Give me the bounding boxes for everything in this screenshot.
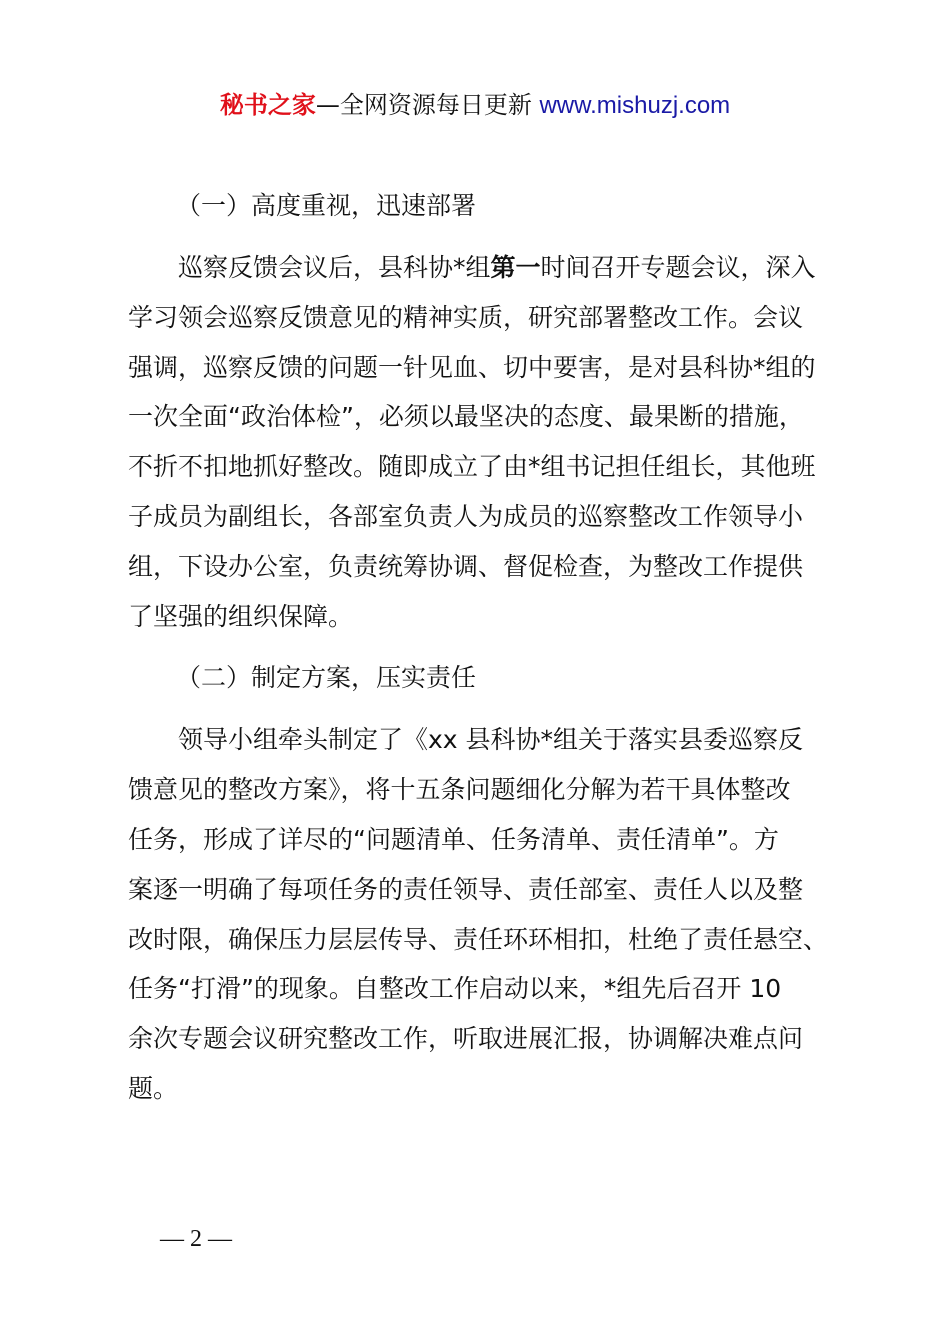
- section-heading-2: （二）制定方案，压实责任: [176, 663, 477, 693]
- paragraph-line: 组，下设办公室，负责统筹协调、督促检查，为整改工作提供: [128, 551, 804, 581]
- paragraph-line: 领导小组牵头制定了《xx 县科协*组关于落实县委巡察反: [178, 725, 804, 755]
- paragraph-line: 一次全面“政治体检”，必须以最坚决的态度、最果断的措施，: [128, 402, 804, 432]
- paragraph-line: 案逐一明确了每项任务的责任领导、责任部室、责任人以及整: [128, 874, 804, 904]
- document-body: [128, 181, 858, 1126]
- paragraph-line: 强调，巡察反馈的问题一针见血、切中要害，是对县科协*组的: [128, 352, 816, 382]
- paragraph-line: 不折不扣地抓好整改。随即成立了由*组书记担任组长，其他班: [128, 452, 816, 482]
- section-heading-1: （一）高度重视，迅速部署: [176, 191, 477, 220]
- brand-name: 秘书之家: [219, 91, 316, 119]
- header-tagline: —全网资源每日更新: [315, 91, 532, 119]
- site-header: [0, 88, 950, 123]
- paragraph-line: 余次专题会议研究整改工作，听取进展汇报，协调解决难点问: [128, 1024, 804, 1054]
- paragraph-line: 改时限，确保压力层层传导、责任环环相扣，杜绝了责任悬空、: [128, 924, 829, 954]
- bold-emphasis: 第一: [490, 253, 541, 282]
- paragraph-line: 了坚强的组织保障。: [128, 601, 354, 631]
- page-number: — 2 —: [160, 1226, 232, 1252]
- paragraph-line: 子成员为副组长，各部室负责人为成员的巡察整改工作领导小: [128, 501, 804, 531]
- paragraph-line: 学习领会巡察反馈意见的精神实质，研究部署整改工作。会议: [128, 302, 804, 332]
- paragraph-line: 巡察反馈会议后，县科协*组第一时间召开专题会议，深入: [178, 253, 816, 282]
- paragraph-line: 题。: [128, 1073, 179, 1103]
- site-url-link[interactable]: www.mishuzj.com: [539, 92, 731, 119]
- paragraph-line: 任务“打滑”的现象。自整改工作启动以来，*组先后召开 10: [128, 974, 782, 1004]
- paragraph-1: [128, 243, 858, 641]
- paragraph-2: [128, 715, 858, 1113]
- paragraph-line: 任务，形成了详尽的“问题清单、任务清单、责任清单”。方: [128, 824, 779, 854]
- paragraph-line: 馈意见的整改方案》，将十五条问题细化分解为若干具体整改: [128, 775, 791, 805]
